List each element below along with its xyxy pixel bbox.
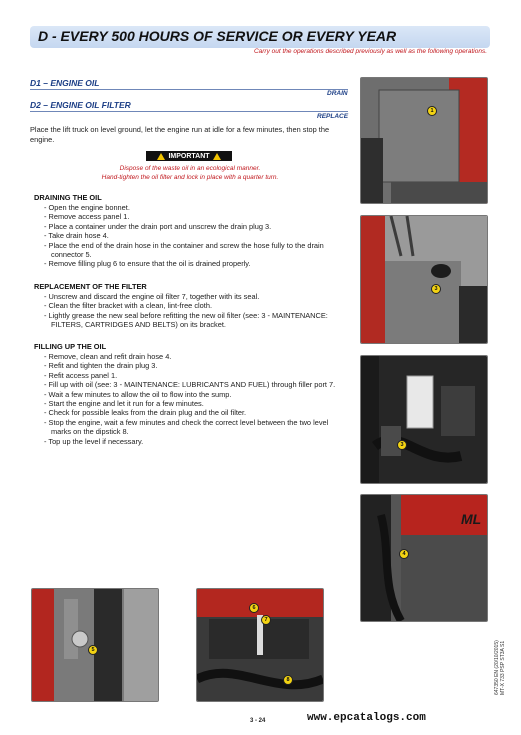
photo-filler-dipstick	[196, 588, 324, 702]
list-item: - Wait a few minutes to allow the oil to flow into the sump.	[44, 389, 232, 399]
list-item: - Open the engine bonnet.	[44, 203, 130, 212]
callout-marker: 3	[397, 440, 407, 450]
important-label: IMPORTANT	[168, 152, 210, 160]
photo-access-panel	[360, 77, 488, 204]
warning-icon	[213, 153, 221, 160]
list-item: - Stop the engine, wait a few minutes and check the correct level between the two level marks on the dipstick 8.	[44, 417, 329, 437]
banner-subtitle: Carry out the operations described previously as well as the following operations.	[253, 48, 487, 55]
photo-brand-text: ML	[461, 511, 482, 527]
list-item: - Remove, clean and refit drain hose 4.	[44, 352, 172, 361]
callout-marker: 1	[427, 106, 437, 116]
draining-heading: DRAINING THE OIL	[34, 193, 102, 202]
list-item: - Remove filling plug 6 to ensure that the oil is drained properly.	[44, 259, 251, 269]
d2-heading: D2 – ENGINE OIL FILTER	[30, 100, 348, 112]
replacement-heading: REPLACEMENT OF THE FILTER	[34, 282, 147, 291]
list-item: - Take drain hose 4.	[44, 231, 109, 241]
list-item: - Fill up with oil (see: 3 - MAINTENANCE: LUBRICANTS AND FUEL) through filler port 7.	[44, 380, 336, 390]
list-item: - Remove access panel 1.	[44, 212, 130, 222]
callout-marker: 8	[283, 675, 293, 685]
list-item: - Lightly grease the new seal before refitting the new oil filter (see: 3 - MAINTENANCE: FILTERS, CARTRIDGES AND BELTS) on its bracket.	[44, 310, 328, 330]
warning-icon	[157, 153, 165, 160]
callout-marker: 6	[249, 603, 259, 613]
filling-list	[44, 352, 350, 446]
list-item: - Refit and tighten the drain plug 3.	[44, 361, 158, 371]
callout-marker: 5	[88, 645, 98, 655]
list-item: - Check for possible leaks from the drain plug and the oil filter.	[44, 408, 247, 418]
d1-tag: DRAIN	[327, 90, 348, 97]
callout-marker: 7	[261, 615, 271, 625]
warning-line-2: Hand-tighten the oil filter and lock in place with a quarter turn.	[101, 174, 279, 181]
website-watermark: www.epcatalogs.com	[307, 712, 426, 724]
intro-text: Place the lift truck on level ground, let the engine run at idle for a few minutes, then stop the engine.	[30, 125, 330, 144]
photo-drain-plug	[360, 215, 488, 344]
callout-marker: 4	[399, 549, 409, 559]
document-code: 647350 EN (20/10/2015) MT-X 733 PSP ST3A S1	[494, 640, 506, 695]
photo-engine-filter	[360, 355, 488, 484]
list-item: - Top up the level if necessary.	[44, 436, 144, 446]
draining-list	[44, 203, 350, 269]
callout-marker: 3	[431, 284, 441, 294]
page-title: D - EVERY 500 HOURS OF SERVICE OR EVERY YEAR	[38, 28, 397, 44]
list-item: - Place the end of the drain hose in the container and screw the hose fully to the drain connector 5.	[44, 240, 324, 260]
list-item: - Place a container under the drain port and unscrew the drain plug 3.	[44, 221, 272, 231]
important-badge	[146, 151, 232, 161]
replacement-list	[44, 292, 350, 330]
photo-drain-connector	[31, 588, 159, 702]
list-item: - Start the engine and let it run for a few minutes.	[44, 399, 204, 409]
filling-heading: FILLING UP THE OIL	[34, 342, 107, 351]
warning-line-1: Dispose of the waste oil in an ecological manner.	[119, 165, 261, 172]
list-item: - Clean the filter bracket with a clean, lint-free cloth.	[44, 301, 213, 311]
page-number: 3 - 24	[250, 718, 266, 724]
list-item: - Refit access panel 1.	[44, 370, 118, 380]
d1-heading: D1 – ENGINE OIL	[30, 78, 348, 90]
photo-drain-hose	[360, 494, 488, 622]
d2-tag: REPLACE	[317, 113, 349, 120]
list-item: - Unscrew and discard the engine oil filter 7, together with its seal.	[44, 292, 260, 301]
